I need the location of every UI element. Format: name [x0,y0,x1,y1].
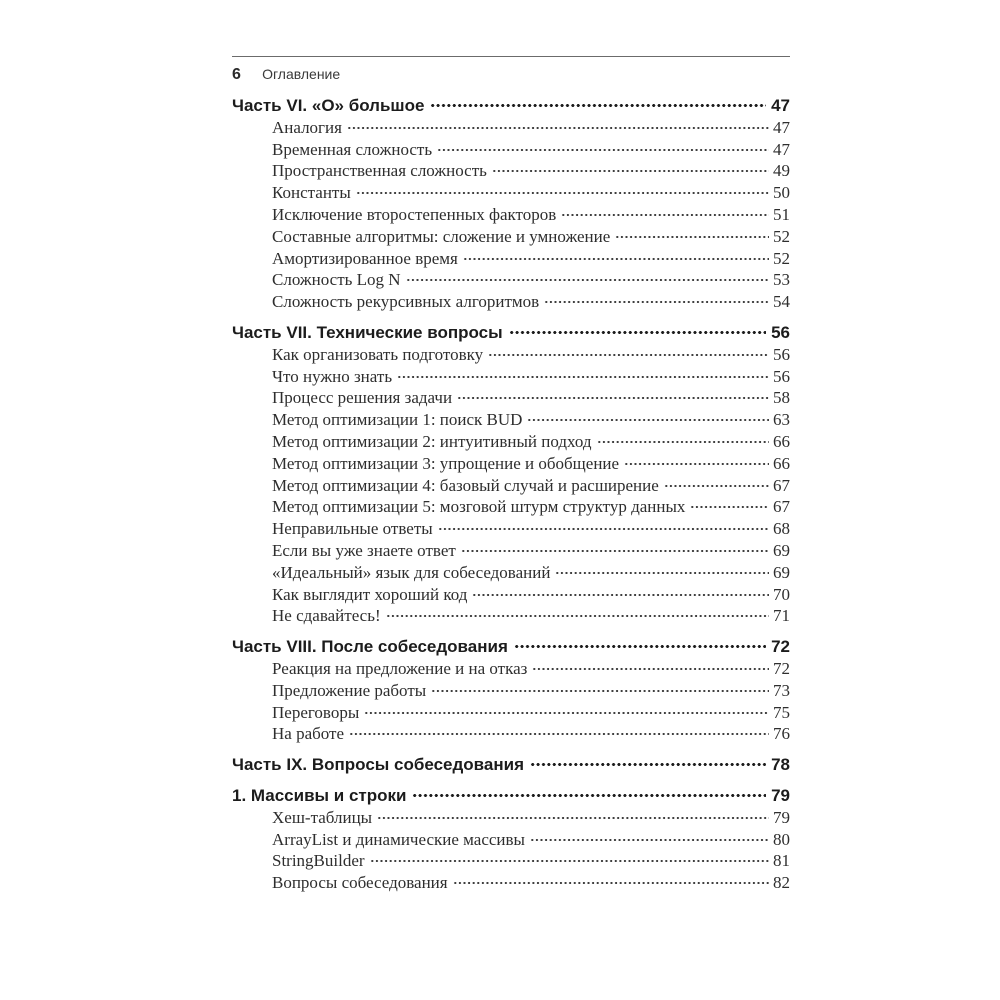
toc-section-heading[interactable] [232,95,790,117]
toc-section-page: 72 [771,637,790,657]
toc-entry-page: 52 [773,248,790,268]
toc-entry-title: Аналогия [272,117,342,137]
toc-entry[interactable] [232,496,790,518]
toc-entry[interactable] [232,850,790,872]
toc-entry-title: Неправильные ответы [272,519,433,539]
toc-entry[interactable] [232,182,790,204]
running-head [232,56,790,82]
toc-entry-page: 68 [773,519,790,539]
toc-entry-title: ArrayList и динамические массивы [272,829,525,849]
toc-entry-title: Составные алгоритмы: сложение и умножение [272,226,611,246]
toc-section-page: 47 [771,96,790,115]
toc-entry-page: 76 [773,724,790,744]
toc-entry-page: 71 [773,606,790,626]
toc-entry-title: Хеш-таблицы [272,807,373,827]
toc-entry[interactable] [232,366,790,388]
toc-entry[interactable] [232,658,790,680]
toc-entry[interactable] [232,117,790,139]
toc-section-heading[interactable] [232,636,790,658]
toc-section-title: Часть IX. Вопросы собеседования [232,755,525,775]
toc-entry-title: Сложность рекурсивных алгоритмов [272,292,540,312]
toc-section [232,636,790,745]
toc-entry-title: Исключение второстепенных факторов [272,204,557,224]
toc-entry-title: Процесс решения задачи [272,388,453,408]
toc-section-title: Часть VIII. После собеседования [232,637,508,657]
toc-section [232,95,790,313]
toc-entry-page: 51 [773,204,790,224]
toc-section-entries [232,658,790,745]
toc-entry[interactable] [232,680,790,702]
toc-entry-title: Метод оптимизации 2: интуитивный подход [272,431,592,451]
toc-entry-page: 67 [773,475,790,495]
toc-entry-page: 69 [773,562,790,582]
toc-entry-title: Если вы уже знаете ответ [272,540,456,560]
toc-entry[interactable] [232,807,790,829]
toc-entry[interactable] [232,291,790,313]
toc-entry-title: Как выглядит хороший код [272,584,468,604]
toc-section-page: 56 [771,322,790,342]
toc-entry-title: Вопросы собеседования [272,873,448,893]
toc-entry-title: Метод оптимизации 4: базовый случай и расширение [272,475,659,495]
toc-entry-page: 70 [773,584,790,604]
toc-entry-page: 73 [773,680,790,700]
toc-section-entries [232,344,790,627]
toc-entry-page: 53 [773,270,790,290]
toc-section-title: Часть VI. «О» большое [232,96,425,115]
toc-entry[interactable] [232,431,790,453]
toc-section-title: 1. Массивы и строки [232,785,407,805]
toc-entry-title: Реакция на предложение и на отказ [272,658,528,678]
toc-entry-title: Переговоры [272,702,360,722]
toc-entry-page: 58 [773,388,790,408]
toc-entry-page: 79 [773,807,790,827]
toc-entry-page: 72 [773,658,790,678]
toc-section [232,785,790,894]
toc-entry-page: 80 [773,829,790,849]
toc-entry[interactable] [232,269,790,291]
toc-entry-title: StringBuilder [272,851,365,871]
toc-section-heading[interactable] [232,754,790,776]
toc-entry-page: 66 [773,453,790,473]
toc-entry-title: Метод оптимизации 3: упрощение и обобщение [272,453,620,473]
toc-entry-page: 56 [773,366,790,386]
toc-entry[interactable] [232,518,790,540]
toc-section [232,322,790,627]
toc-entry[interactable] [232,540,790,562]
toc-entry-title: Предложение работы [272,680,427,700]
toc-section-heading[interactable] [232,322,790,344]
toc-section-entries [232,807,790,894]
toc-entry[interactable] [232,226,790,248]
toc-entry-title: Метод оптимизации 1: поиск BUD [272,410,523,430]
toc-entry-title: Пространственная сложность [272,161,487,181]
toc-entry[interactable] [232,160,790,182]
toc-section-page: 78 [771,755,790,775]
toc-entry[interactable] [232,139,790,161]
toc-section-title: Часть VII. Технические вопросы [232,322,503,342]
toc-entry-title: Сложность Log N [272,270,401,290]
toc-entry-page: 82 [773,873,790,893]
header-line [232,57,790,82]
header-page-number: 6 [232,66,242,83]
toc-entry-title: Амортизированное время [272,248,458,268]
toc-entry[interactable] [232,584,790,606]
toc-entry[interactable] [232,562,790,584]
toc-entry-title: Не сдавайтесь! [272,606,381,626]
toc-section-entries [232,117,790,313]
toc-entry-title: «Идеальный» язык для собеседований [272,562,551,582]
toc-entry-title: Временная сложность [272,139,433,159]
toc-entry-title: Что нужно знать [272,366,393,386]
toc-entry[interactable] [232,409,790,431]
toc-section [232,754,790,776]
toc-entry-page: 66 [773,431,790,451]
toc [232,95,790,894]
toc-entry[interactable] [232,702,790,724]
toc-entry-page: 54 [773,292,790,312]
toc-entry-title: Метод оптимизации 5: мозговой штурм структур данных [272,497,686,517]
toc-entry-page: 81 [773,851,790,871]
toc-entry-title: Как организовать подготовку [272,344,484,364]
toc-entry[interactable] [232,475,790,497]
toc-entry-page: 50 [773,183,790,203]
toc-entry[interactable] [232,344,790,366]
toc-entry[interactable] [232,605,790,627]
toc-entry[interactable] [232,248,790,270]
toc-entry-page: 75 [773,702,790,722]
toc-section-heading[interactable] [232,785,790,807]
toc-entry[interactable] [232,723,790,745]
toc-entry-page: 47 [773,139,790,159]
header-title: Оглавление [262,66,341,82]
toc-entry-page: 56 [773,344,790,364]
toc-section-page: 79 [771,785,790,805]
toc-entry-page: 67 [773,497,790,517]
book-page [232,0,790,1000]
toc-entry-page: 49 [773,161,790,181]
toc-entry[interactable] [232,387,790,409]
toc-entry[interactable] [232,204,790,226]
toc-entry[interactable] [232,872,790,894]
toc-entry-page: 52 [773,226,790,246]
toc-entry-page: 63 [773,410,790,430]
toc-entry[interactable] [232,453,790,475]
toc-entry-title: Константы [272,183,351,203]
toc-entry-page: 69 [773,540,790,560]
toc-entry-page: 47 [773,117,790,137]
toc-entry[interactable] [232,829,790,851]
toc-entry-title: На работе [272,724,345,744]
